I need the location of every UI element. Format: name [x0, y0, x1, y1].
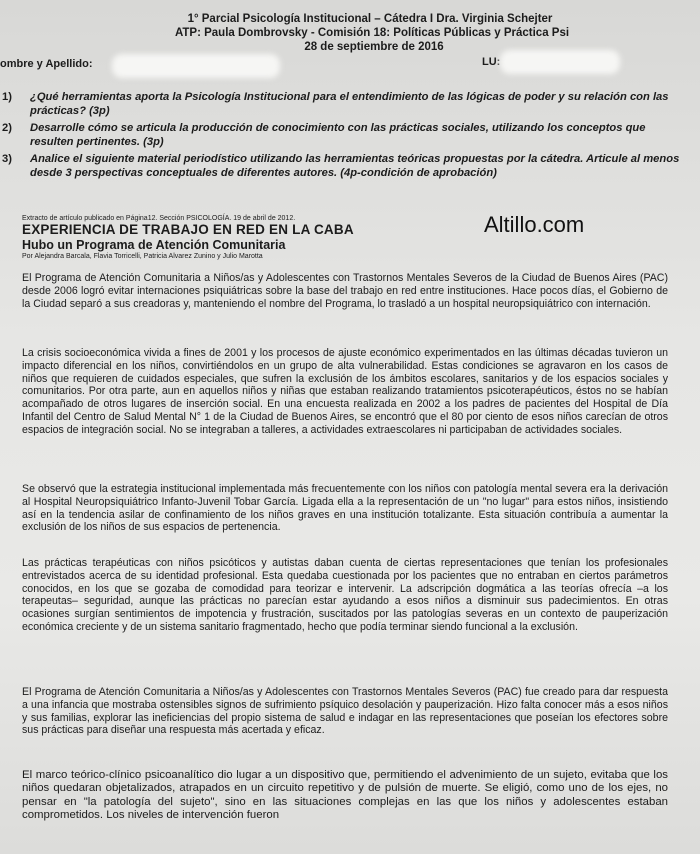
question-text: ¿Qué herramientas aporta la Psicología Institucional para el entendimiento de las lógicas de poder y su relación con las prácticas? (3p) [30, 91, 669, 117]
question-3 [0, 153, 690, 180]
article-paragraph: El Programa de Atención Comunitaria a Niños/as y Adolescentes con Trastornos Mentales Severos (PAC) fue creado para dar respuesta a una infancia que mostraba ostensibles signos de sufrimiento psíquico desolación y pauperización. Hizo falta conocer más a esos niños y sus familias, explorar las ineficiencias del propio sistema de salud e indagar en las representaciones que poseían los efectores sobre sus prácticas para diseñar una respuesta más acertada y eficaz. [22, 686, 668, 737]
lu-label: LU: [482, 56, 501, 68]
question-1 [0, 91, 690, 118]
question-text: Desarrolle cómo se articula la producción de conocimiento con las prácticas sociales, utilizando los conceptos que resulten pertinentes. (3p) [30, 122, 646, 148]
article-paragraph: Se observó que la estrategia institucional implementada más frecuentemente con los niños con patología mental severa era la derivación al Hospital Neuropsiquiátrico Infanto-Juvenil Tobar García. Ligada ella a la representación de un "no lugar" para estos niños, insistiendo así en la tendencia asilar de confinamiento de los niños graves en una institución totalizante. Esta situación contribuía a aumentar la exclusión de los niños de sus espacios de pertenencia. [22, 483, 668, 534]
question-number: 2) [2, 122, 12, 134]
article-paragraph: Las prácticas terapéuticas con niños psicóticos y autistas daban cuenta de ciertas representaciones que tenían los profesionales entrevistados acerca de su identidad profesional. Esta quedaba cuestionada por los pacientes que no entraban en ciertos parámetros conocidos, en los que se gozaba de comodidad para teorizar e intervenir. La adscripción dogmática a las teorías ofrecía –a los terapeutas– seguridad, aunque las prácticas no parecían estar ayudando a esos niños a disminuir sus padecimientos. En otras ocasiones surgían sentimientos de impotencia y frustración, suscitados por las patologías severas en un contexto de pauperización económica creciente y de un sistema sanitario fragmentado, hecho que podía terminar siendo funcional a la exclusión. [22, 557, 668, 633]
header-course: ATP: Paula Dombrovsky - Comisión 18: Políticas Públicas y Práctica Psi [174, 27, 570, 39]
header-date: 28 de septiembre de 2016 [304, 41, 444, 53]
redacted-name [112, 54, 280, 78]
article-subtitle: Hubo un Programa de Atención Comunitaria [22, 238, 286, 252]
article-paragraph: El Programa de Atención Comunitaria a Niños/as y Adolescentes con Trastornos Mentales Severos de la Ciudad de Buenos Aires (PAC) desde 2006 logró evitar internaciones psiquiátricas sobre la base del trabajo en red entre instituciones. Hace pocos días, el Gobierno de la Ciudad separó a sus creadoras y, manteniendo el nombre del Programa, lo trasladó a un hospital neuropsiquiátrico con internación. [22, 272, 668, 310]
article-source: Extracto de artículo publicado en Página12. Sección PSICOLOGÍA. 19 de abril de 2012. [22, 215, 296, 222]
question-text: Analice el siguiente material periodístico utilizando las herramientas teóricas propuestas por la cátedra. Articule al menos desde 3 perspectivas conceptuales de diferentes autores. (4p-condición de aprobación) [30, 153, 680, 179]
question-number: 3) [2, 153, 12, 165]
article-authors: Por Alejandra Barcala, Flavia Torricelli, Patricia Alvarez Zunino y Julio Marotta [22, 253, 263, 260]
article-paragraph: El marco teórico-clínico psicoanalítico dio lugar a un dispositivo que, permitiendo el advenimiento de un sujeto, evitaba que los niños quedaran objetalizados, atrapados en un circuito repetitivo y de pulsión de muerte. Se eligió, como uno de los ejes, no pensar en "la patología del sujeto", sino en las situaciones complejas en las que los niños y adolescentes estaban comprometidos. Los niveles de intervención fueron [22, 769, 668, 822]
redacted-lu [500, 50, 620, 74]
watermark: Altillo.com [484, 212, 585, 237]
article-title: EXPERIENCIA DE TRABAJO EN RED EN LA CABA [22, 222, 354, 237]
question-number: 1) [2, 91, 12, 103]
article-paragraph: La crisis socioeconómica vivida a fines de 2001 y los procesos de ajuste económico experimentados en las últimas décadas tuvieron un impacto diferencial en los niños, convirtiéndolos en un grupo de alta vulnerabilidad. Estas condiciones se agravaron en los casos de niños que requieren de cuidados especiales, que sufren la exclusión de los ámbitos escolares, sanitarios y de los espacios sociales y comunitarios. Por otra parte, aun en aquellos niños y niñas que estaban realizando tratamientos psicoterapéuticos, éstos no se habían acompañado de otros lugares de inserción social. En una encuesta realizada en 2002 a los padres de pacientes del Hospital de Día Infantil del Centro de Salud Mental N° 1 de la Ciudad de Buenos Aires, se encontró que el 80 por ciento de esos niños carecían de otros espacios de integración social. No se integraban a talleres, a actividades extraescolares ni participaban de actividades sociales. [22, 347, 668, 436]
header-title: 1° Parcial Psicología Institucional – Cátedra I Dra. Virginia Schejter [187, 13, 553, 25]
question-2 [0, 122, 690, 149]
name-label: ombre y Apellido: [0, 58, 93, 70]
